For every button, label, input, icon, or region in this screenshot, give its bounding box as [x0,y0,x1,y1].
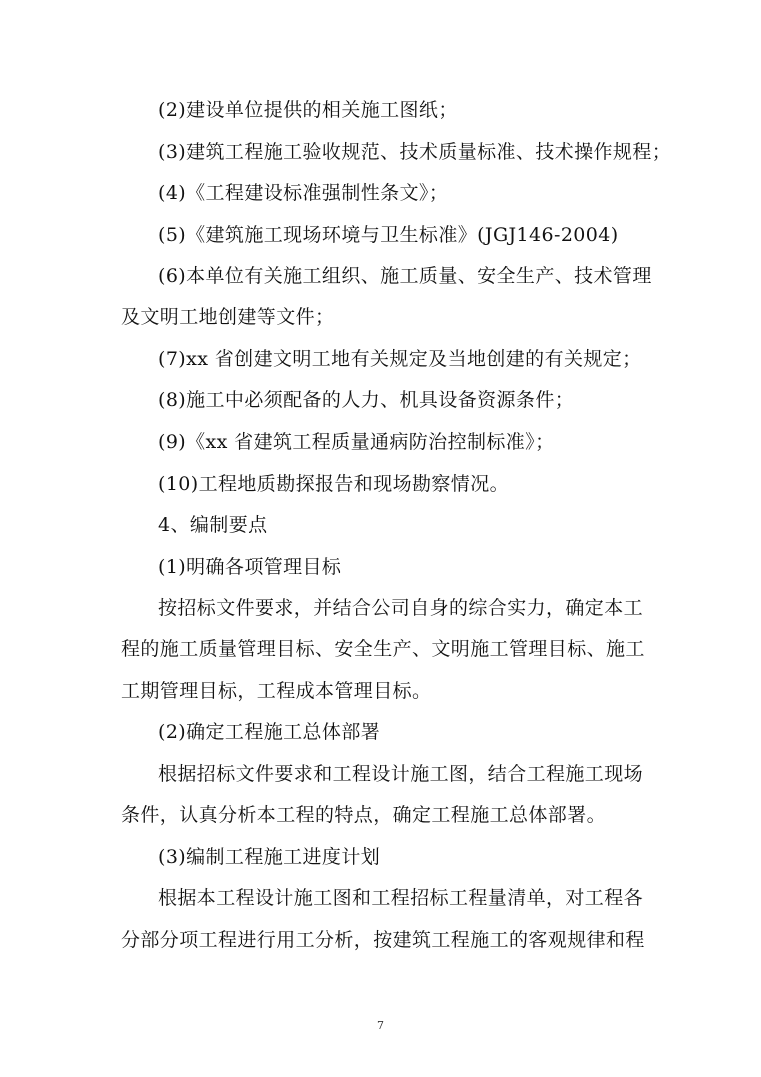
body-line: (6)本单位有关施工组织、施工质量、安全生产、技术管理 [158,265,652,287]
body-line: (3)建筑工程施工验收规范、技术质量标准、技术操作规程； [158,141,672,163]
section-heading: 4、编制要点 [158,514,268,536]
subsection-heading: (3)编制工程施工进度计划 [158,846,381,868]
body-line: (7)xx 省创建文明工地有关规定及当地创建的有关规定； [158,348,642,370]
body-line: (10)工程地质勘探报告和现场勘察情况。 [158,473,510,495]
page-number: 7 [377,1019,384,1032]
body-line: 及文明工地创建等文件； [121,306,335,328]
body-line: 程的施工质量管理目标、安全生产、文明施工管理目标、施工 [121,638,645,660]
body-line: 工期管理目标，工程成本管理目标。 [121,680,432,702]
body-line: (2)建设单位提供的相关施工图纸； [158,99,458,121]
body-line: (5)《建筑施工现场环境与卫生标准》(JGJ146-2004) [158,224,619,246]
body-line: 按招标文件要求，并结合公司自身的综合实力，确定本工 [158,597,644,619]
body-line: 根据招标文件要求和工程设计施工图，结合工程施工现场 [158,763,644,785]
subsection-heading: (2)确定工程施工总体部署 [158,721,381,743]
body-line: (8)施工中必须配备的人力、机具设备资源条件； [158,389,575,411]
subsection-heading: (1)明确各项管理目标 [158,556,342,578]
body-line: (4)《工程建设标准强制性条文》； [158,182,449,204]
body-line: 分部分项工程进行用工分析，按建筑工程施工的客观规律和程 [121,929,645,951]
body-line: (9)《xx 省建筑工程质量通病防治控制标准》； [158,431,555,453]
body-line: 条件，认真分析本工程的特点，确定工程施工总体部署。 [121,804,607,826]
body-line: 根据本工程设计施工图和工程招标工程量清单，对工程各 [158,887,644,909]
